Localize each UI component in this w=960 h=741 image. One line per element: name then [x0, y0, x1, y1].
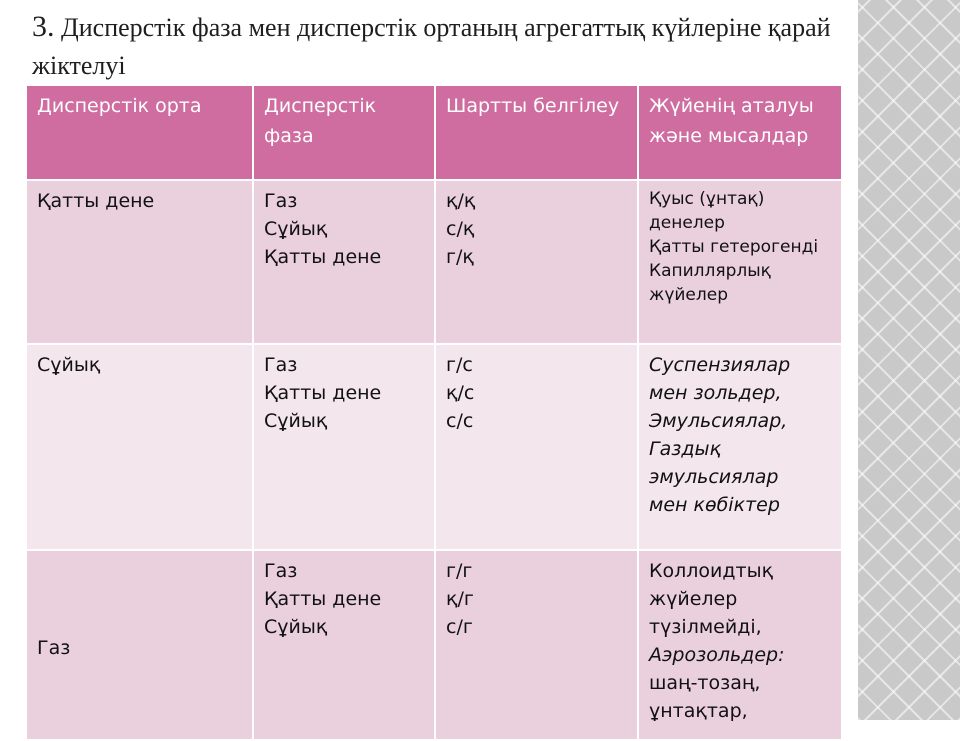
classification-table [27, 86, 843, 741]
phase-line: Қатты дене [264, 382, 382, 404]
example-line: мен зольдер, [649, 382, 782, 404]
example-line: жүйелер [649, 285, 728, 305]
table-header-row [27, 86, 842, 180]
cell-phase [253, 344, 435, 550]
example-line: Эмульсиялар, [649, 410, 788, 432]
example-line: Газдық [649, 438, 721, 460]
phase-line: Сұйық [264, 410, 328, 432]
notation-line: г/г [446, 560, 473, 582]
slide-title-number: 3. [32, 10, 55, 43]
cell-medium: Қатты дене [27, 180, 253, 344]
example-line: Капиллярлық [649, 261, 771, 281]
cell-examples [638, 550, 842, 740]
phase-line: Қатты дене [264, 588, 382, 610]
example-line: Қатты гетерогенді [649, 237, 819, 257]
example-line: мен көбіктер [649, 494, 780, 516]
notation-line: с/қ [446, 218, 475, 240]
notation-line: қ/қ [446, 190, 476, 212]
example-line: Аэрозольдер: [649, 644, 785, 666]
example-line: Суспензиялар [649, 354, 791, 376]
notation-line: с/г [446, 616, 473, 638]
cell-examples [638, 344, 842, 550]
slide-title-text: Дисперстік фаза мен дисперстік ортаның агрегаттық күйлеріне қарай жіктелуі [32, 13, 831, 80]
example-line: ұнтақтар, [649, 700, 748, 722]
cell-examples [638, 180, 842, 344]
notation-line: с/с [446, 410, 474, 432]
table-row [27, 550, 842, 740]
example-line: Коллоидтық [649, 560, 774, 582]
phase-line: Газ [264, 190, 298, 212]
slide-title [32, 8, 832, 85]
header-medium: Дисперстік орта [27, 86, 253, 180]
notation-line: қ/с [446, 382, 475, 404]
example-line: шаң-тозаң, [649, 672, 761, 694]
cell-phase [253, 180, 435, 344]
example-line: Қуыс (ұнтақ) [649, 189, 765, 209]
example-line: түзілмейді, [649, 616, 762, 638]
table-row [27, 180, 842, 344]
cell-medium: Газ [27, 550, 253, 740]
cell-notation [435, 344, 638, 550]
notation-line: г/с [446, 354, 473, 376]
notation-line: қ/г [446, 588, 474, 610]
cell-medium: Сұйық [27, 344, 253, 550]
header-notation: Шартты белгілеу [435, 86, 638, 180]
phase-line: Қатты дене [264, 246, 382, 268]
header-examples: Жүйенің аталуы және мысалдар [638, 86, 842, 180]
decorative-side-pattern [858, 0, 960, 720]
table-row [27, 344, 842, 550]
phase-line: Сұйық [264, 218, 328, 240]
phase-line: Газ [264, 354, 298, 376]
phase-line: Сұйық [264, 616, 328, 638]
example-line: эмульсиялар [649, 466, 779, 488]
example-line: денелер [649, 213, 725, 233]
header-phase: Дисперстік фаза [253, 86, 435, 180]
notation-line: г/қ [446, 246, 474, 268]
phase-line: Газ [264, 560, 298, 582]
cell-notation [435, 550, 638, 740]
cell-notation [435, 180, 638, 344]
cell-phase [253, 550, 435, 740]
example-line: жүйелер [649, 588, 738, 610]
